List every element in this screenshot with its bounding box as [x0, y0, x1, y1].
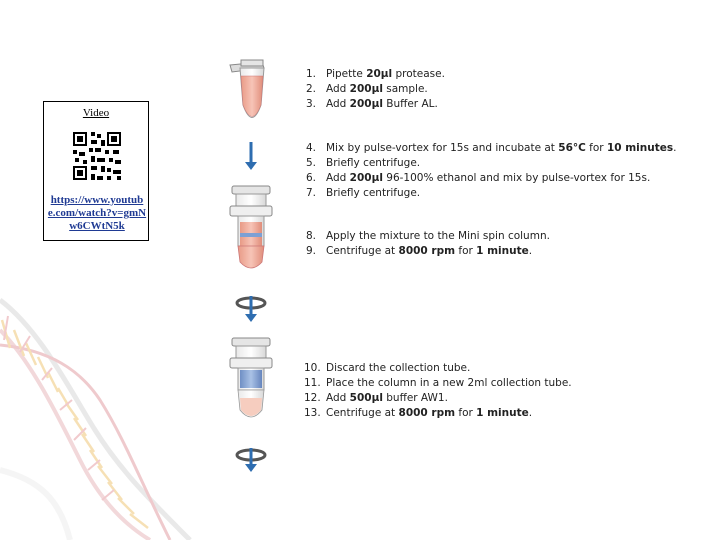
step-text: . — [673, 142, 677, 154]
step-number: 4. — [306, 142, 317, 154]
step-value: 500µl — [349, 392, 383, 404]
step-text: sample. — [382, 83, 428, 95]
steps-group-2 — [306, 141, 676, 201]
step-text: . — [528, 245, 533, 257]
step-number: 3. — [306, 98, 317, 110]
step-number: 10. — [304, 362, 321, 374]
step-item — [304, 376, 572, 391]
step-item — [306, 186, 676, 201]
step-number: 13. — [304, 407, 321, 419]
step-text: Centrifuge at — [326, 245, 399, 257]
step-value: 8000 rpm — [398, 245, 456, 257]
step-text: Add — [326, 172, 350, 184]
step-text: 96-100% ethanol and mix by pulse-vortex for 15s. — [382, 172, 651, 184]
step-number: 2. — [306, 83, 317, 95]
step-number: 11. — [304, 377, 321, 389]
centrifuge-icon-2 — [237, 448, 265, 472]
step-text: for — [585, 142, 607, 154]
step-text: Add — [326, 83, 350, 95]
video-link[interactable]: https://www.youtube.com/watch?v=gmNw6CWtN5k — [47, 194, 147, 232]
step-text: Discard the collection tube. — [326, 362, 471, 374]
step-value: 56°C — [558, 142, 586, 154]
step-text: Pipette — [326, 68, 367, 80]
step-number: 6. — [306, 172, 317, 184]
spin-column-collection-icon — [230, 338, 272, 417]
step-item — [306, 171, 676, 186]
down-arrow-icon — [245, 142, 257, 170]
step-text: buffer AW1. — [382, 392, 448, 404]
steps-group-1 — [306, 67, 445, 112]
spin-column-icon — [230, 186, 272, 268]
step-text: for — [455, 407, 477, 419]
step-item — [306, 141, 676, 156]
step-text: Briefly centrifuge. — [326, 187, 421, 199]
steps-group-4 — [304, 361, 572, 421]
step-item — [306, 97, 445, 112]
step-number: 7. — [306, 187, 317, 199]
step-text: for — [455, 245, 477, 257]
step-value: 8000 rpm — [398, 407, 456, 419]
step-text: . — [528, 407, 533, 419]
step-text: Place the column in a new 2ml collection tube. — [326, 377, 572, 389]
step-item — [306, 82, 445, 97]
step-value: 200µl — [349, 98, 383, 110]
steps-group-3 — [306, 229, 550, 259]
step-item — [306, 229, 550, 244]
step-text: Buffer AL. — [382, 98, 438, 110]
step-text: Centrifuge at — [326, 407, 399, 419]
step-text: Add — [326, 98, 350, 110]
step-item — [304, 361, 572, 376]
step-number: 12. — [304, 392, 321, 404]
step-value: 20µl — [366, 68, 393, 80]
step-value: 200µl — [349, 83, 383, 95]
step-text: Add — [326, 392, 350, 404]
step-number: 1. — [306, 68, 317, 80]
step-item — [306, 244, 550, 259]
centrifuge-icon — [237, 296, 265, 322]
step-text: Briefly centrifuge. — [326, 157, 421, 169]
step-text: protease. — [392, 68, 445, 80]
step-text: Apply the mixture to the Mini spin column. — [326, 230, 550, 242]
step-value: 1 minute — [476, 245, 529, 257]
step-item — [306, 156, 676, 171]
step-number: 5. — [306, 157, 317, 169]
step-item — [306, 67, 445, 82]
step-value: 200µl — [349, 172, 383, 184]
step-number: 8. — [306, 230, 317, 242]
step-text: Mix by pulse-vortex for 15s and incubate at — [326, 142, 559, 154]
step-value: 1 minute — [476, 407, 529, 419]
video-title: Video — [82, 107, 110, 119]
step-item — [304, 406, 572, 421]
step-value: 10 minutes — [606, 142, 674, 154]
microtube-icon — [230, 60, 264, 118]
step-item — [304, 391, 572, 406]
step-number: 9. — [306, 245, 317, 257]
